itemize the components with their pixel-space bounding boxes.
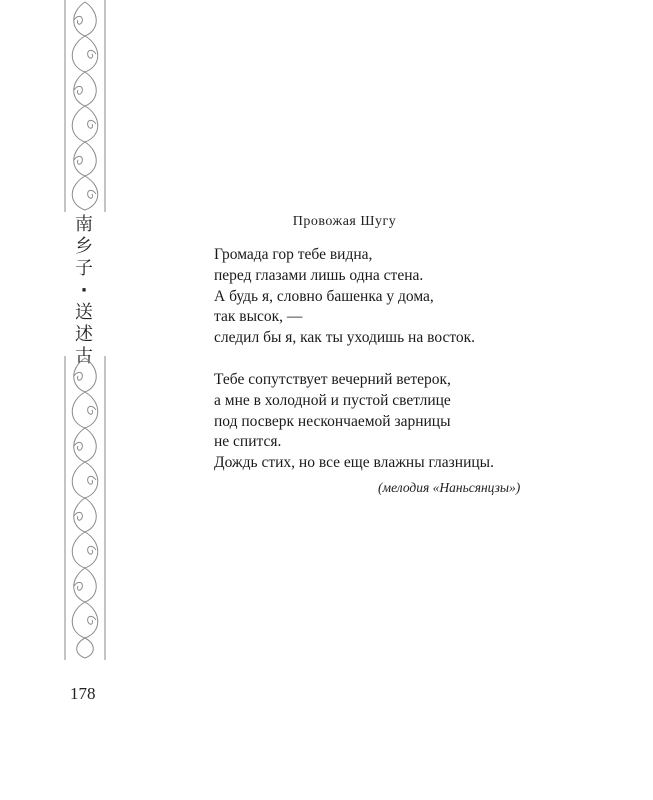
title-char: 送 bbox=[75, 302, 93, 323]
page-number: 178 bbox=[70, 684, 96, 703]
title-char: 子 bbox=[75, 258, 93, 279]
poem-stanza bbox=[214, 370, 494, 474]
title-char: 南 bbox=[75, 214, 93, 235]
poem-stanza bbox=[214, 245, 475, 349]
poem-line: Дождь стих, но все еще влажны глазницы. bbox=[214, 454, 494, 472]
poem-line: под посверк нескончаемой зарницы bbox=[214, 412, 451, 430]
poem-title: Провожая Шугу bbox=[292, 214, 397, 229]
poem-line: а мне в холодной и пустой светлице bbox=[214, 391, 451, 409]
scroll-ornament-icon bbox=[62, 0, 108, 212]
title-char: 古 bbox=[75, 346, 93, 367]
poem-line: Тебе сопутствует вечерний ветерок, bbox=[214, 371, 451, 388]
scroll-ornament-icon bbox=[62, 356, 108, 660]
poem-line: перед глазами лишь одна стена. bbox=[214, 266, 424, 284]
ornamental-border-bottom bbox=[62, 356, 108, 660]
title-char: 述 bbox=[75, 324, 93, 345]
poem-line: не спится. bbox=[214, 433, 282, 451]
title-char: 乡 bbox=[75, 236, 93, 257]
title-char: · bbox=[80, 280, 88, 301]
poem-line: так высок, — bbox=[214, 308, 303, 326]
melody-note: (мелодия «Наньсянцзы») bbox=[378, 480, 521, 495]
poem-line: Громада гор тебе видна, bbox=[214, 246, 373, 263]
poem-line: А будь я, словно башенка у дома, bbox=[214, 287, 434, 305]
vertical-chinese-title bbox=[66, 214, 102, 368]
ornamental-border-top bbox=[62, 0, 108, 212]
poem-line: следил бы я, как ты уходишь на восток. bbox=[214, 329, 476, 347]
